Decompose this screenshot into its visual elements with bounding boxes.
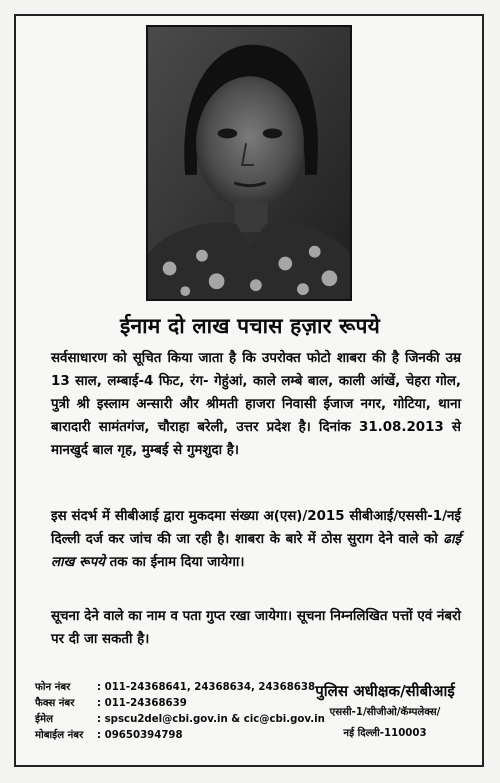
email-row [35, 712, 325, 728]
description-paragraph: सर्वसाधारण को सूचित किया जाता है कि उपरोक्त फोटो शाबरा की है जिनकी उम्र 13 साल, लम्बाई-4 फिट, रंग- गेहुंआं, काले लम्बे बाल, काली आंखें, चेहरा गोल, पुत्री श्री इस्लाम अन्सारी और श्रीमती हाजरा निवासी ईजाज नगर, गोटिया, थाना बारादारी सामंतगंज, चौराहा बरेली, उत्तर प्रदेश है। दिनांक 31.08.2013 से मानखुर्द बाल गृह, मुम्बई से गुमशुदा है। [51, 351, 461, 458]
mobile-value: : 09650394798 [97, 730, 183, 741]
contact-details [35, 680, 325, 744]
investigation-text-end: तक का ईनाम दिया जायेगा। [104, 555, 245, 570]
phone-label: फोन नंबर [35, 682, 71, 693]
confidentiality-paragraph: सूचना देने वाले का नाम व पता गुप्त रखा जायेगा। सूचना निम्नलिखित पत्तों एवं नंबरो पर दी जा सकती है। [51, 609, 461, 647]
email-value: : spscu2del@cbi.gov.in & cic@cbi.gov.in [97, 714, 325, 725]
investigation-paragraph [51, 505, 461, 574]
phone-value: : 011-24368641, 24368634, 24368638 [97, 682, 316, 693]
email-label: ईमेल [35, 714, 54, 725]
authority-address-line2: नई दिल्ली-110003 [343, 728, 427, 739]
missing-person-photo [146, 25, 352, 301]
mobile-row [35, 728, 325, 744]
mobile-label: मोबाईल नंबर [35, 730, 84, 741]
phone-row [35, 680, 325, 696]
fax-value: : 011-24368639 [97, 698, 187, 709]
reward-heading: ईनाम दो लाख पचास हज़ार रूपये [119, 314, 381, 338]
fax-row [35, 696, 325, 712]
authority-title: पुलिस अधीक्षक/सीबीआई [315, 682, 455, 700]
authority-address-line1: एससी-1/सीजीओ/कॅम्पलेक्स/ [329, 707, 441, 718]
authority-signature [296, 680, 474, 744]
reward-amount: ढाई लाख रूपये [51, 532, 461, 570]
fax-label: फैक्स नंबर [35, 698, 75, 709]
investigation-text: इस संदर्भ में सीबीआई द्वारा मुकदमा संख्या अ(एस)/2015 सीबीआई/एससी-1/नई दिल्ली दर्ज कर जांच की जा रही है। शाबरा के बारे में ठोस सुराग देने वाले को [51, 509, 461, 547]
